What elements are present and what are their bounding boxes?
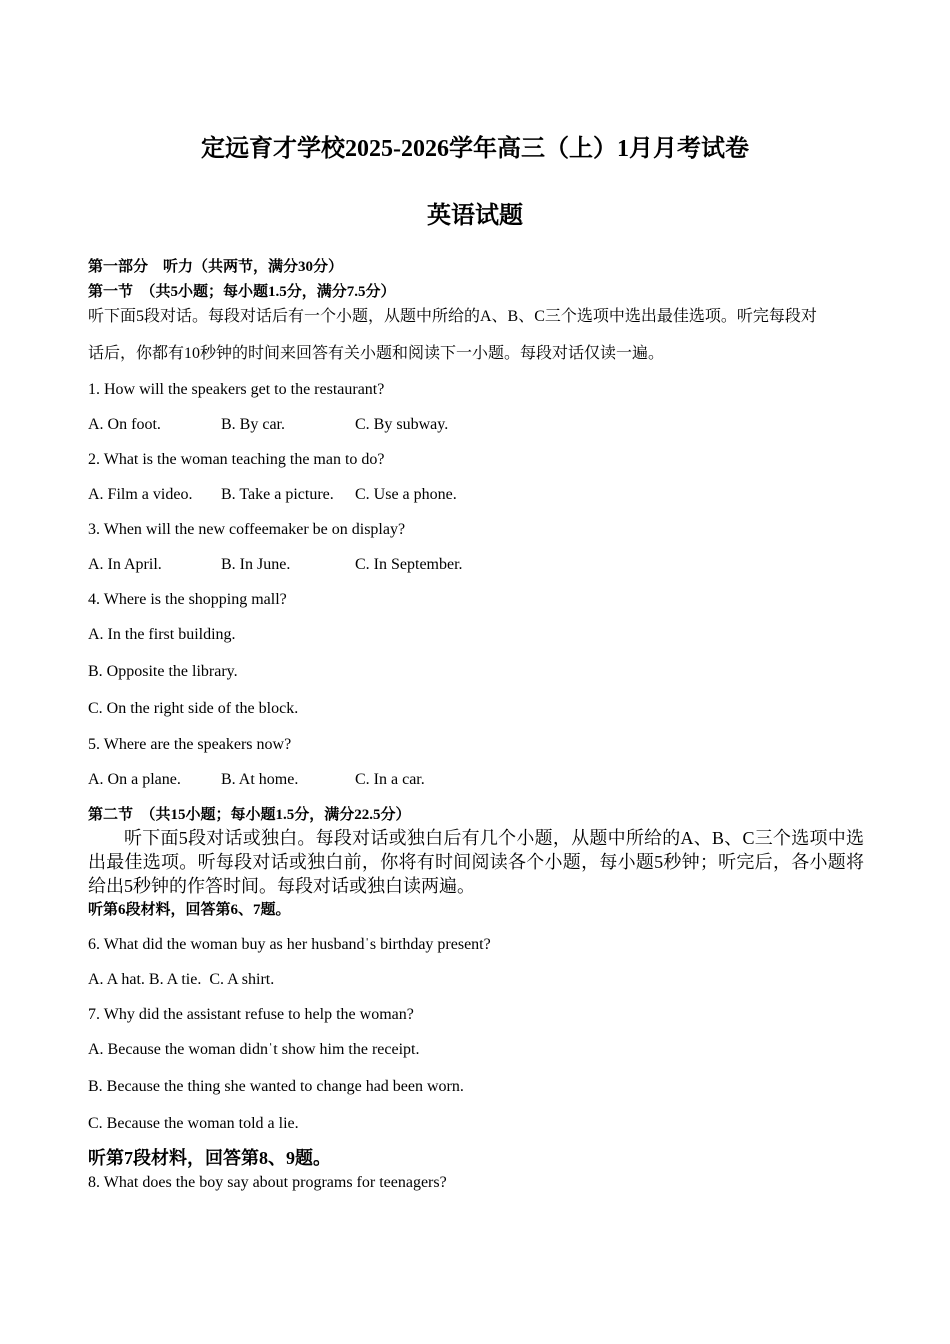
section1-instructions-line1: 听下面5段对话。每段对话后有一个小题，从题中所给的A、B、C三个选项中选出最佳选项。听完每段对 — [88, 308, 817, 325]
q1-option-b: B. By car. — [221, 416, 285, 433]
q7-option-a: A. Because the woman didnˈt show him the receipt. — [88, 1041, 420, 1058]
question-4: 4. Where is the shopping mall? — [88, 591, 287, 608]
question-6: 6. What did the woman buy as her husbandˈs birthday present? — [88, 936, 491, 953]
section2-instructions: 听下面5段对话或独白。每段对话或独白后有几个小题，从题中所给的A、B、C三个选项中选出最佳选项。听每段对话或独白前，你将有时间阅读各个小题，每小题5秒钟；听完后，各小题将给出5秒钟的作答时间。每段对话或独白读两遍。 — [88, 828, 864, 896]
q2-option-a: A. Film a video. — [88, 486, 193, 503]
q4-option-b: B. Opposite the library. — [88, 663, 238, 680]
material-7-heading: 听第7段材料，回答第8、9题。 — [88, 1148, 331, 1168]
q6-options: A. A hat. B. A tie. C. A shirt. — [88, 971, 275, 988]
q3-option-b: B. In June. — [221, 556, 291, 573]
q1-option-a: A. On foot. — [88, 416, 161, 433]
q3-option-c: C. In September. — [355, 556, 463, 573]
question-7: 7. Why did the assistant refuse to help the woman? — [88, 1006, 414, 1023]
section1-instructions-line2: 话后，你都有10秒钟的时间来回答有关小题和阅读下一小题。每段对话仅读一遍。 — [88, 345, 665, 362]
q3-option-a: A. In April. — [88, 556, 162, 573]
question-8: 8. What does the boy say about programs for teenagers? — [88, 1174, 447, 1191]
exam-subject-title: 英语试题 — [427, 203, 523, 229]
question-1: 1. How will the speakers get to the restaurant? — [88, 381, 385, 398]
question-3: 3. When will the new coffeemaker be on display? — [88, 521, 406, 538]
q5-option-a: A. On a plane. — [88, 771, 181, 788]
q7-option-b: B. Because the thing she wanted to change had been worn. — [88, 1078, 464, 1095]
question-2: 2. What is the woman teaching the man to do? — [88, 451, 385, 468]
q5-option-c: C. In a car. — [355, 771, 425, 788]
q2-option-b: B. Take a picture. — [221, 486, 334, 503]
material-6-heading: 听第6段材料，回答第6、7题。 — [88, 902, 291, 918]
q2-option-c: C. Use a phone. — [355, 486, 457, 503]
q5-option-b: B. At home. — [221, 771, 299, 788]
q4-option-c: C. On the right side of the block. — [88, 700, 299, 717]
section1-heading: 第一节 （共5小题；每小题1.5分，满分7.5分） — [88, 284, 396, 300]
section2-heading: 第二节 （共15小题；每小题1.5分，满分22.5分） — [88, 807, 411, 823]
q7-option-c: C. Because the woman told a lie. — [88, 1115, 299, 1132]
q4-option-a: A. In the first building. — [88, 626, 236, 643]
question-5: 5. Where are the speakers now? — [88, 736, 292, 753]
q1-option-c: C. By subway. — [355, 416, 449, 433]
part1-heading: 第一部分 听力（共两节，满分30分） — [88, 259, 344, 275]
exam-title: 定远育才学校2025-2026学年高三（上）1月月考试卷 — [201, 136, 749, 162]
